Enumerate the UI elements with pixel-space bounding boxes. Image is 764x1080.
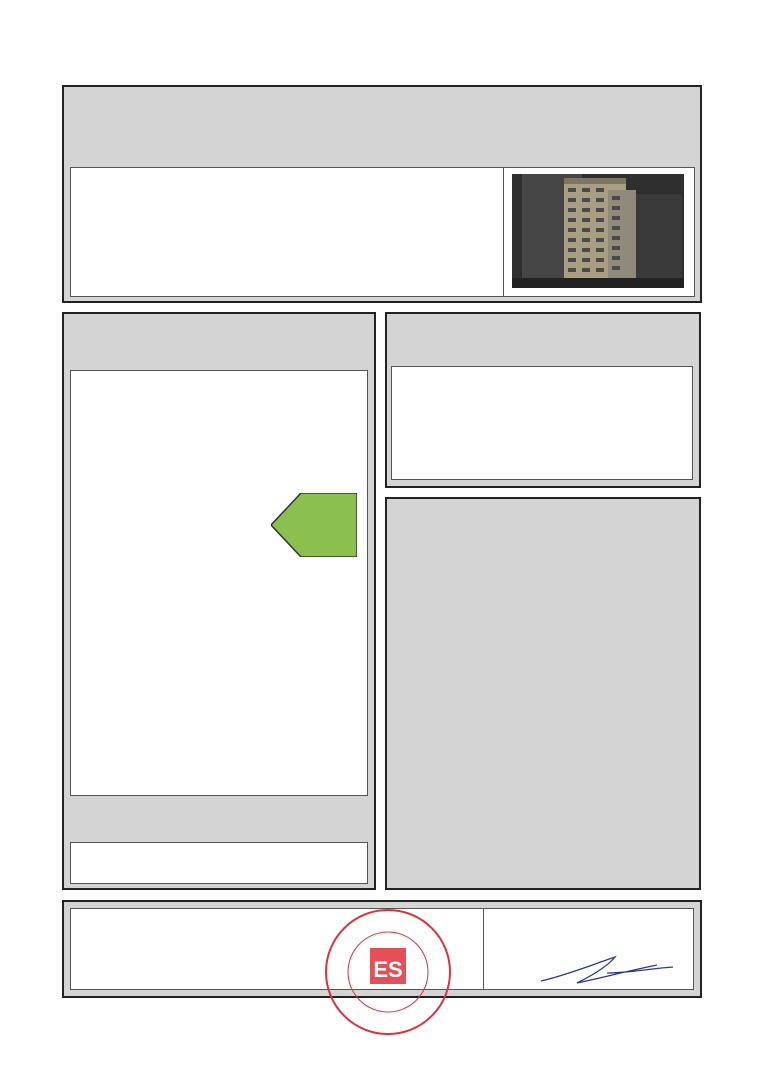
distribution-box xyxy=(391,366,693,480)
official-stamp xyxy=(322,906,454,1038)
divider xyxy=(503,168,504,296)
psc-row xyxy=(89,206,169,217)
stamp-logo xyxy=(370,948,406,984)
parcel-row xyxy=(89,230,169,241)
cert-row xyxy=(85,947,207,958)
building-photo xyxy=(512,174,684,288)
indicators-panel xyxy=(385,497,701,890)
svg-text:ES: ES xyxy=(373,957,403,982)
area-row xyxy=(89,278,96,289)
ev-row xyxy=(495,923,585,934)
distribution-pie-chart xyxy=(584,375,690,481)
result-arrow xyxy=(271,493,357,557)
signature xyxy=(537,953,677,987)
requirement-box xyxy=(70,842,368,884)
result-arrow-shape xyxy=(271,493,357,557)
specialist-row xyxy=(85,923,195,934)
footer-divider xyxy=(483,909,484,989)
type-row xyxy=(89,254,169,265)
contact-row xyxy=(85,969,207,980)
street-row xyxy=(89,182,169,193)
classification-panel xyxy=(62,312,376,890)
distribution-panel xyxy=(385,312,701,488)
classification-scale xyxy=(70,370,368,796)
